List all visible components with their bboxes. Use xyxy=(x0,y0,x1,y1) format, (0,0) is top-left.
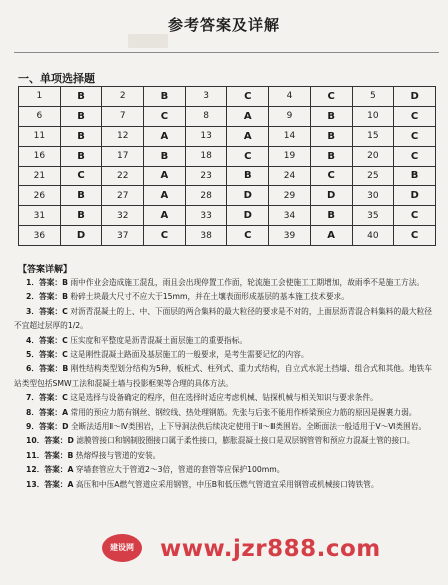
answer-row xyxy=(19,206,436,226)
question-number: 33 xyxy=(185,206,227,226)
answer-row xyxy=(19,126,436,146)
answer-letter: B xyxy=(60,126,102,146)
explanation-answer-label: 答案：B xyxy=(44,450,74,460)
answer-row xyxy=(19,226,436,246)
detail-heading: 【答案详解】 xyxy=(18,265,73,275)
question-number: 31 xyxy=(19,206,61,226)
question-number: 34 xyxy=(269,206,311,226)
explanation-answer-label: 答案：D xyxy=(39,422,69,432)
explanation-answer-label: 答案：A xyxy=(44,465,74,475)
answer-letter: B xyxy=(394,166,436,186)
explanation-item xyxy=(14,391,432,405)
answer-letter: A xyxy=(144,166,186,186)
question-number: 20 xyxy=(352,146,394,166)
document-title: 参考答案及详解 xyxy=(167,16,280,34)
answer-letter: B xyxy=(310,126,352,146)
watermark-logo: 建设网 xyxy=(102,534,142,562)
explanation-number: 3． xyxy=(26,306,40,316)
question-number: 36 xyxy=(19,226,61,246)
explanation-answer-label: 答案：A xyxy=(39,407,69,417)
answer-row xyxy=(19,186,436,206)
answer-letter: C xyxy=(394,126,436,146)
answer-letter: C xyxy=(394,206,436,226)
question-number: 7 xyxy=(102,106,144,126)
explanation-answer-label: 答案：C xyxy=(39,350,68,360)
question-number: 23 xyxy=(185,166,227,186)
explanation-number: 12． xyxy=(26,465,45,475)
explanation-number: 7． xyxy=(26,393,40,403)
explanation-answer-label: 答案：B xyxy=(39,364,69,374)
watermark-url: www.jzr888.com xyxy=(160,536,381,562)
explanation-text: 全断法适用Ⅱ～Ⅳ类围岩，上下导洞法供后续决定使用于Ⅱ～Ⅲ类围岩。全断面法一般适用于Ⅴ～Ⅵ类围岩。 xyxy=(70,422,427,432)
explanation-item xyxy=(14,434,432,448)
answer-letter: B xyxy=(60,206,102,226)
explanation-item xyxy=(14,305,432,334)
answer-row xyxy=(19,146,436,166)
question-number: 12 xyxy=(102,126,144,146)
explanation-answer-label: 答案：C xyxy=(39,306,68,316)
question-number: 27 xyxy=(102,186,144,206)
question-number: 10 xyxy=(352,106,394,126)
question-number: 13 xyxy=(185,126,227,146)
answer-letter: A xyxy=(310,226,352,246)
page-fold-mark xyxy=(128,34,168,48)
explanation-number: 13． xyxy=(26,479,45,489)
question-number: 5 xyxy=(352,87,394,107)
explanation-item xyxy=(14,290,432,304)
explanation-list xyxy=(14,276,432,492)
question-number: 39 xyxy=(269,226,311,246)
explanation-text: 刚性结构类型划分结构为5种，板桩式、柱列式、重力式结构，自立式水泥土挡墙、组合式和其他。地铁车站类型包括SMW工法和混凝土墙与投影框架等合理的具体方法。 xyxy=(14,364,432,388)
title-divider xyxy=(14,52,439,53)
answer-letter: C xyxy=(394,106,436,126)
question-number: 14 xyxy=(269,126,311,146)
question-number: 18 xyxy=(185,146,227,166)
answer-letter: C xyxy=(227,87,269,107)
answer-letter: B xyxy=(144,87,186,107)
question-number: 26 xyxy=(19,186,61,206)
explanation-text: 这是选择与设备确定的程序，但在选择时适应考虑机械、钻探机械与相关知识与要求条件。 xyxy=(70,393,378,403)
question-number: 40 xyxy=(352,226,394,246)
question-number: 24 xyxy=(269,166,311,186)
question-number: 8 xyxy=(185,106,227,126)
answer-letter: D xyxy=(227,186,269,206)
answer-letter: B xyxy=(60,87,102,107)
question-number: 32 xyxy=(102,206,144,226)
explanation-item xyxy=(14,449,432,463)
explanation-text: 雨中作业会造成施工混乱，雨且会出现停置工作面，轮流施工会使施工工期增加，故雨季不是施工方法。 xyxy=(70,278,425,287)
answer-row xyxy=(19,106,436,126)
explanation-text: 滤膜管接口和钢制胶圈接口属于柔性接口，膨胀混凝土接口是双层钢管管和预应力混凝土管的接口。 xyxy=(76,436,415,446)
explanation-number: 5． xyxy=(26,350,40,360)
question-number: 16 xyxy=(19,146,61,166)
answer-letter: C xyxy=(310,87,352,107)
answer-letter: D xyxy=(60,226,102,246)
question-number: 21 xyxy=(19,166,61,186)
question-number: 22 xyxy=(102,166,144,186)
answer-table-body xyxy=(19,87,436,246)
answer-letter: C xyxy=(227,226,269,246)
explanation-number: 8． xyxy=(26,407,40,417)
explanation-number: 11． xyxy=(26,450,45,460)
question-number: 9 xyxy=(269,106,311,126)
answer-letter: C xyxy=(227,146,269,166)
explanation-text: 这是刚性混凝土路面及基层施工的一般要求，是考生需要记忆的内容。 xyxy=(70,350,309,360)
explanation-text: 压实度和平整度是沥青混凝土面层施工的重要指标。 xyxy=(70,335,248,345)
explanation-item xyxy=(14,276,432,290)
explanation-item xyxy=(14,406,432,420)
answer-letter: C xyxy=(394,226,436,246)
question-number: 37 xyxy=(102,226,144,246)
answer-letter: B xyxy=(144,146,186,166)
answer-letter: C xyxy=(144,226,186,246)
explanation-number: 4． xyxy=(26,335,40,345)
explanation-answer-label: 答案：D xyxy=(44,436,74,446)
answer-letter: A xyxy=(144,126,186,146)
answer-letter: B xyxy=(310,146,352,166)
explanation-item xyxy=(14,463,432,477)
question-number: 30 xyxy=(352,186,394,206)
answer-letter: D xyxy=(394,186,436,206)
explanation-number: 1． xyxy=(26,278,40,287)
question-number: 6 xyxy=(19,106,61,126)
answer-letter: B xyxy=(310,106,352,126)
answer-letter: C xyxy=(144,106,186,126)
question-number: 19 xyxy=(269,146,311,166)
explanation-text: 高压和中压A燃气管道应采用钢管，中压B和低压燃气管道宜采用钢管或机械接口铸铁管。 xyxy=(75,479,379,489)
question-number: 2 xyxy=(102,87,144,107)
question-number: 3 xyxy=(185,87,227,107)
explanation-answer-label: 答案：B xyxy=(39,278,68,287)
answer-letter: B xyxy=(310,206,352,226)
explanation-item xyxy=(14,362,432,391)
question-number: 28 xyxy=(185,186,227,206)
explanation-item xyxy=(14,348,432,362)
explanation-number: 10． xyxy=(26,436,45,446)
explanation-number: 6． xyxy=(26,364,40,374)
answer-row xyxy=(19,166,436,186)
answer-letter: B xyxy=(60,106,102,126)
answer-letter: A xyxy=(144,186,186,206)
explanation-text: 对沥青混凝土的上、中、下面层的两合集料的最大粒径的要求是不对的，上面层沥青混合料集料的最大粒径不宜超过层厚的1/2。 xyxy=(14,306,432,331)
answer-letter: D xyxy=(394,87,436,107)
answer-letter: A xyxy=(227,106,269,126)
explanation-answer-label: 答案：B xyxy=(39,292,68,302)
explanation-text: 粉碎土块最大尺寸不应大于15mm，并在土壤表面形成基层的基本施工技术要求。 xyxy=(70,292,349,302)
question-number: 17 xyxy=(102,146,144,166)
question-number: 1 xyxy=(19,87,61,107)
answer-row xyxy=(19,87,436,107)
section-heading: 一、单项选择题 xyxy=(18,72,95,85)
question-number: 29 xyxy=(269,186,311,206)
explanation-item xyxy=(14,478,432,492)
explanation-number: 9． xyxy=(26,422,40,432)
question-number: 4 xyxy=(269,87,311,107)
answer-letter: A xyxy=(144,206,186,226)
answer-letter: C xyxy=(310,166,352,186)
answer-letter: D xyxy=(227,206,269,226)
answer-letter: B xyxy=(60,186,102,206)
explanation-number: 2． xyxy=(26,292,40,302)
answer-letter: C xyxy=(394,146,436,166)
answer-letter: A xyxy=(227,126,269,146)
question-number: 11 xyxy=(19,126,61,146)
explanation-answer-label: 答案：C xyxy=(39,335,68,345)
question-number: 38 xyxy=(185,226,227,246)
question-number: 15 xyxy=(352,126,394,146)
explanation-text: 穿墙套管应大于管道2～3倍，管道的套管等应保护100mm。 xyxy=(75,465,285,475)
question-number: 25 xyxy=(352,166,394,186)
answer-letter: B xyxy=(60,146,102,166)
answer-letter: D xyxy=(310,186,352,206)
explanation-text: 热熔焊接与管道的安装。 xyxy=(75,450,161,460)
explanation-answer-label: 答案：A xyxy=(44,479,74,489)
explanation-text: 常用的预应力筋有钢丝、钢绞线、热处理钢筋。先张与后张不能用作桥梁预应力筋的原因是握裹力弱。 xyxy=(70,407,417,417)
answer-table xyxy=(18,86,436,246)
question-number: 35 xyxy=(352,206,394,226)
explanation-answer-label: 答案：C xyxy=(39,393,68,403)
answer-letter: B xyxy=(227,166,269,186)
explanation-item xyxy=(14,334,432,348)
explanation-item xyxy=(14,420,432,434)
answer-letter: C xyxy=(60,166,102,186)
